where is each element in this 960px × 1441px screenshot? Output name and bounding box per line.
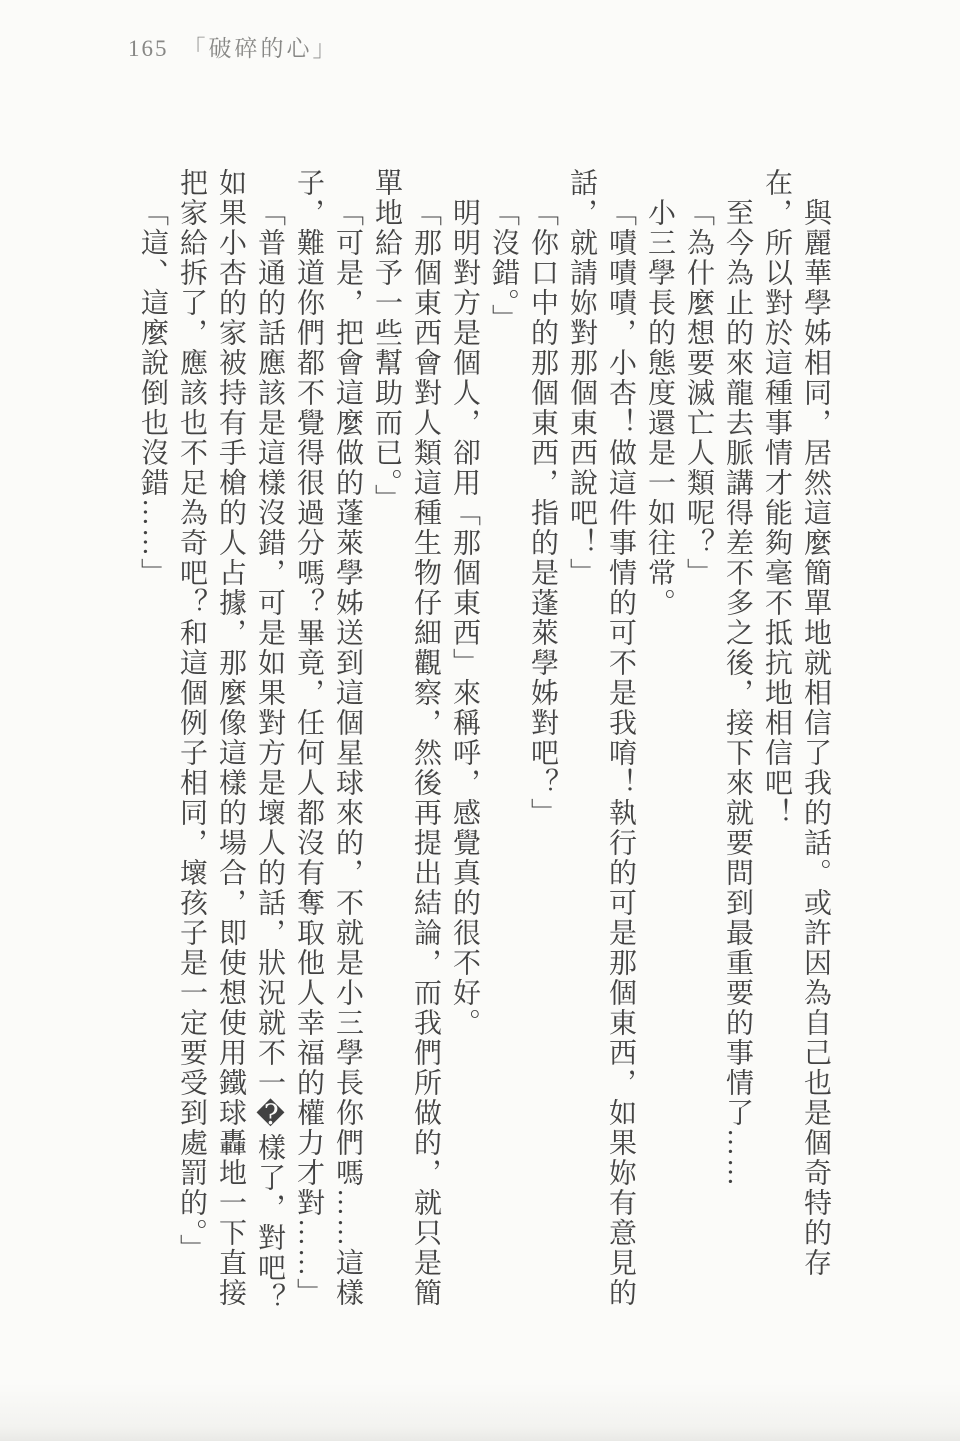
paragraph: 「為什麼想要滅亡人類呢？」	[683, 198, 714, 588]
paragraph: 「這、這麼說倒也沒錯……」	[137, 198, 168, 588]
paragraph: 小三學長的態度還是一如往常。	[644, 198, 675, 618]
paragraph: 與麗華學姊相同，居然這麼簡單地就相信了我的話。或許因為自己也是個奇特的存在，所以對於這種事情才能夠毫不抵抗地相信吧！	[761, 168, 831, 1278]
paragraph: 「你口中的那個東西，指的是蓬萊學姊對吧？」	[527, 198, 558, 828]
paragraph: 「那個東西會對人類這種生物仔細觀察，然後再提出結論，而我們所做的，就只是簡單地給予一些幫助而已。」	[371, 168, 441, 1308]
chapter-title: 「破碎的心」	[182, 36, 339, 61]
paragraph: 「沒錯。」	[488, 198, 519, 334]
paragraph: 「嘖嘖嘖，小杏！做這件事情的可不是我唷！執行的可是那個東西，如果妳有意見的話，就請妳對那個東西說吧！」	[566, 168, 636, 1308]
paragraph: 至今為止的來龍去脈講得差不多之後，接下來就要問到最重要的事情了……	[722, 198, 753, 1188]
page-header	[128, 30, 339, 63]
page-number: 165	[128, 36, 169, 61]
novel-text	[133, 168, 835, 1323]
paragraph: 「可是，把會這麼做的蓬萊學姊送到這個星球來的，不就是小三學長你們嗎……這樣子，難道你們都不覺得很過分嗎？畢竟，任何人都沒有奪取他人幸福的權力才對……」	[293, 168, 363, 1308]
paragraph: 明明對方是個人，卻用「那個東西」來稱呼，感覺真的很不好。	[449, 198, 480, 1038]
paragraph: 「普通的話應該是這樣沒錯，可是如果對方是壞人的話，狀況就不一�樣了，對吧？如果小杏的家被持有手槍的人占據，那麼像這樣的場合，即使想使用鐵球轟地一下直接把家給拆了，應該也不足為奇吧？和這個例子相同，壞孩子是一定要受到處罰的。」	[176, 168, 285, 1313]
